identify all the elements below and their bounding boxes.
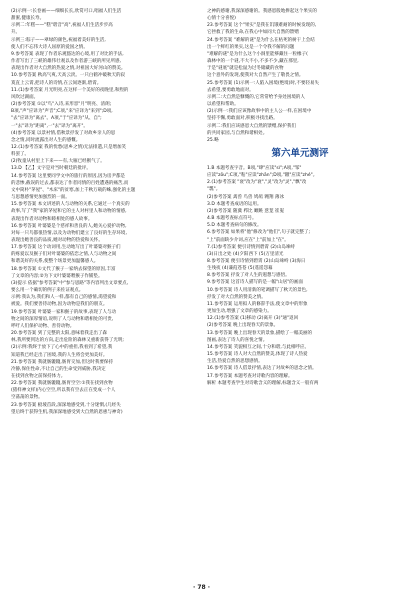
text-line: (2)参考答案 ①以"鸟"入诗,来形容"月"明亮、清朗; — [11, 102, 112, 108]
text-line: 生残夜 (4)蒹葭苍苍 (5)遥遥怨幕 — [207, 266, 273, 272]
text-line: 去希望,要勇敢地面对。 — [207, 87, 254, 93]
text-line: 11.(1)参考答案 月光明亮,在这样一个美好的夜晚里,和煦的 — [11, 87, 129, 93]
text-line: 在找到食物之前保持体力。 — [11, 373, 66, 379]
text-line: 抒发了对大自然的赞美之情。 — [207, 294, 266, 300]
text-line: 冷静,保住性命,不让自己的生命受到威胁,我决定 — [11, 366, 106, 372]
text-line: (2)参考答案 禽兽 鸟兽 鸠鸪 翱翔 薄冰 — [207, 194, 284, 200]
text-line: 示例:我认为,我们和人一样,都有自己的感情,渴望爱和 — [11, 295, 117, 301]
text-line: "去"应译为"离去"。A项,"于"应译为"从、自"; — [11, 116, 102, 122]
text-line: 23.参考答案 这个"果实"是我在饥饿难耐的时候发现的, — [207, 23, 317, 29]
text-line: 10.参考答案 诗人用清新的笔调描写了秋天的景色, — [207, 287, 308, 293]
text-line: (2)示例:我终于放下了心中的重担,我看到了希望,我 — [11, 345, 113, 351]
text-line: 寞直上云霄,把诗人的诗情,在云间逐渐,碧霄。 — [11, 80, 102, 86]
text-line: 17.参考答案 本题考查对诗歌内容的理解。 — [207, 373, 293, 379]
text-line: 2.(1)参考答案 "衰"改为"衰","灵"改为"灵","飘"改 — [207, 180, 307, 186]
text-line: 出一个鲜红的果实,这是一个令我不解的问题 — [207, 44, 295, 50]
text-line: 的共同家园,与自然和谐相处。 — [207, 130, 268, 136]
text-line: 解析 本题考查学生对诗歌含义的理解,标题含义一般有两 — [207, 380, 319, 386]
text-line: 4.B 本题考查标点符号。 — [207, 216, 257, 222]
text-line: 呼吁人们保护动物、善待动物。 — [11, 323, 75, 329]
text-line: (3)提示 依据"参考答案"中"参与思路"等内容列出文章要点, — [11, 280, 129, 286]
text-line: 作者写出了三峡的雄伟壮观以及作者游三峡的所见所感, — [11, 59, 121, 65]
text-line: 的悲惨,截误的过去,都表达了作者同情的百姓遭遇的痛苦,而 — [11, 180, 129, 186]
text-line: 森林中的一个谜,不大不小,不多不少,藏在那里, — [207, 59, 299, 65]
text-line: 望后终于获得生机,我深深地感受到大自然的恩惠与神奇) — [11, 409, 123, 415]
page-number: · 78 · — [192, 584, 211, 591]
text-line: 5.D 本题考查病句的修改。 — [207, 223, 262, 229]
text-line: 1.B 本题考查字音。B项,"肆"应读"sì";A项,"邹" — [207, 165, 302, 171]
text-line: 文中简朴"茅屋"、"木床"的贫寒,加上千秋万载的蛛,强化的主题 — [11, 187, 136, 193]
text-line: 13.参考答案 晚上出现春天的景象,描绘了一幅美丽的 — [207, 330, 313, 336]
text-line: 16.参考答案 叶婆婆是个慈祥和善良的人,她关心爱护动物, — [11, 223, 127, 229]
text-line: 生活,热爱自然的思想感情。 — [207, 359, 263, 365]
text-line: (2)示例一:长卷画——细细长长,欣赏可口,唱福人们生活 — [11, 9, 122, 14]
text-line: 18.参考答案 ①文代了猴子一家纳去探望的原因,丰富 — [11, 266, 116, 272]
text-line: 这个意外的发现,使我对大自然产生了敬畏之情。 — [207, 73, 304, 79]
text-line: "难解的谜"是为什么这个小洞里能够藏住一粒橡子( — [207, 51, 308, 57]
text-line: 25.略 — [207, 137, 219, 143]
text-line: 念之情,同时流露出对人生的感慨。 — [11, 137, 81, 143]
text-line: (2)参考答案 晚上出现春天的景象。 — [207, 323, 279, 329]
text-line: 24.参考答案 "难解的谜"是为什么在枯死的树干上会结 — [207, 37, 315, 43]
text-line: 以希望和帮助。 — [207, 102, 239, 108]
text-line: 表现出作者对大自然的热爱之情,对祖国大好河山的赞美。 — [11, 66, 126, 72]
text-line: 16.参考答案 诗人借景抒情,表达了对故乡的思念之情。 — [207, 366, 317, 372]
text-line: "上"前面缺少介词,应在"上"前加上"在"。 — [207, 237, 289, 243]
text-line: 风吹过湖面。 — [11, 94, 39, 100]
text-line: 14.参考答案 这里要同学文中的旅行的原因,因为房尹都是 — [11, 173, 126, 179]
unit-six-answers — [207, 165, 393, 387]
text-line: B项,"声"应译为"声音";C项,"来"应译为"来到";D项, — [11, 109, 113, 115]
text-line: (3)日出之处 (4)夕阳西下 (5)万里清光 — [207, 251, 284, 257]
text-line: 了文章的内容;②为下文叶婆婆喂猴子作铺垫。 — [11, 273, 103, 279]
text-line: 要么用一个确切的例子来佐证观点。 — [11, 288, 84, 294]
right-column-answers — [207, 8, 393, 144]
text-line: 12.(1)参考答案 (1)移动 (2)离开 (3)"通"返回 — [207, 316, 299, 322]
text-line: 升。 — [11, 30, 21, 36]
text-line: 8.参考答案 抒发了对人生的遐想与感悟。 — [207, 273, 290, 279]
text-line: 知道我已经走出了困境,我的人生将会更加美好。 — [11, 352, 108, 358]
text-line: (4)参考答案 以景衬情,借秋景抒发了对故乡亲人的思 — [11, 130, 116, 136]
text-line: 物之间的深厚情谊,说明了人与动物和谐相处的可贵, — [11, 316, 114, 322]
text-line: 与思想感情更加强烈的一面。 — [11, 195, 70, 201]
section-title: 第六单元测评 — [271, 147, 329, 159]
text-line: 坚持不懈,勇敢面对,积极寻找出路。 — [207, 116, 278, 122]
text-line: 3.D 本题考查成语的运用。 — [207, 201, 262, 207]
text-line: 故事,写了"我"家的茅屋和它的主人对村里人和动物的情感, — [11, 209, 127, 215]
text-line: (2)示例一:我们应该像故事中的主人公一样,在困境中 — [207, 109, 312, 115]
text-line: 心情十分喜悦) — [207, 16, 236, 22]
text-line: 25.参考答案 (1)示例一:人陷入困境(绝境)时,不要轻易失 — [207, 80, 320, 86]
text-line: 图画,表达了诗人的喜悦之情。 — [207, 337, 268, 343]
text-line: 23.参考答案 板坡首段,深深地感受到,十分迷惘,(几经失 — [11, 402, 121, 408]
text-line: 20.参考答案 到了完整的太阳,意味着我走出了森 — [11, 331, 107, 337]
text-line: 之神的感谢,我深深感谢的。我感恩般地捧起这个果实的 — [207, 9, 317, 14]
text-line: 空荡荡的景物。 — [11, 395, 43, 401]
text-line: 被爱。我们要善待动物,因为动物是我们的朋友。 — [11, 302, 108, 308]
text-line: 示例二:年糕——"糕"谐音"高",祝福人们生活步步高 — [11, 23, 113, 29]
text-line: 示例二:大自然是慷慨的,它常常给予身处困境的人 — [207, 94, 305, 100]
text-line: 13.D 【乙】文字是对当时朝廷的批评。 — [11, 166, 91, 172]
text-line: 6.参考答案 如果将"他"修改为"他们",句子就完整了; — [207, 230, 311, 236]
text-line: 17.参考答案 这个动词用,生动地写出了叶婆婆对猴子们 — [11, 245, 121, 251]
right-column — [207, 8, 393, 580]
text-line: 8.参考答案 便引诗情到碧霄 (2)山岛竦峙 (3)海日 — [207, 259, 306, 264]
text-line: 于是"谜底"就是松鼠为过冬储藏的食物 — [207, 66, 284, 72]
text-line: 12.(1)参考答案 我的忧愁(思乡之情)无法排遣,只是增加笑 — [11, 144, 127, 150]
text-line: 19.参考答案 叶婆婆一家和猴子的故事,表现了人与动 — [11, 309, 117, 315]
text-line: 林,我所要到达的方向,走出危险的森林又重新获得了光明; — [11, 338, 124, 344]
text-line: 示例三:粽子——翠绿的颜色,祝福着美好的生活, — [11, 37, 106, 43]
text-line: 21.参考答案 我就肠辘辘,肠胃交加,但这时我要保持 — [11, 359, 113, 365]
text-line: 和谐美好的关系,使整个场景更加温馨感人。 — [11, 259, 99, 265]
text-line: 应读"zōu";C项,"粘"应读"zhān";D项,"辙"应读"zhé"。 — [207, 173, 318, 179]
text-line: (猪样神文样)内心空空,所以我有空去正在变成一个人 — [11, 388, 116, 394]
text-line: 示例二:我们应该感恩大自然的馈赠,保护我们 — [207, 123, 296, 129]
text-line: 9.参考答案 表现了作者乐观豁达的心境,用了对比的手法, — [11, 51, 124, 57]
text-line: 它拯救了我的生命,在我心中如同大自然的馈赠 — [207, 30, 299, 36]
text-line: 9.参考答案 这首诗人描写的是一幅"山居"的画面 — [207, 280, 303, 286]
text-line: 10.参考答案 秋高气爽,天高云淡。一只白鹤冲破秋天的寂 — [11, 73, 126, 79]
text-line: 11.参考答案 运用拟人的修辞手法,使文章中的形象 — [207, 301, 308, 307]
text-line: 更加生动,增强了文章的感染力。 — [207, 309, 272, 315]
text-line: 22.参考答案 我就肠辘辘,肠胃空空:①我在找到食物 — [11, 381, 113, 387]
two-column-layout — [11, 8, 393, 580]
text-line: 的疼爱以及猴子们对叶婆婆的依恋之情,人与动物之间 — [11, 252, 117, 258]
text-line: 表现出她善良的品质,她对动物的热爱和关怀。 — [11, 238, 103, 243]
text-line: 一"去"译为"距离",一"去"译为"离开"。 — [11, 123, 88, 129]
text-line: 表现出作者对动物和睦相处的感人故事。 — [11, 216, 93, 222]
text-line: 对每一只鸟都很热情,以及为动物们建立了良好的生存环境, — [11, 230, 127, 236]
text-line: 料罢了。 — [11, 152, 30, 158]
text-line: 15.参考答案 本文讲述的人与动物的关系,它通过一个真实的 — [11, 202, 130, 208]
text-line: 15.参考答案 诗人对大自然的赞美,体现了诗人热爱 — [207, 352, 308, 358]
text-line: 使人们不忘伟大诗人屈原的爱国之情。 — [11, 44, 88, 50]
text-line: 甜蜜,健康长寿。 — [11, 16, 45, 22]
left-column — [11, 8, 198, 580]
text-line: 7.(1)参考答案 便引诗情到碧霄 (2)山岛竦峙 — [207, 244, 295, 250]
text-line: (2)参考答案 随冀 栉比 瞰眺 葱茏 崔嵬 — [207, 208, 284, 214]
text-line: "瓢"。 — [207, 187, 221, 193]
text-line: 14.参考答案 笑貌相互之间,十分和谐,与此相呼应。 — [207, 344, 309, 350]
text-line: (2)牧童从村里上下来——有,大雁已经断气了。 — [11, 159, 105, 165]
